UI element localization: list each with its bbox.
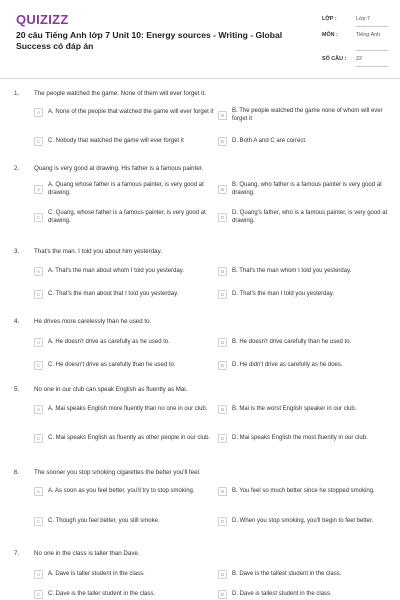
option-letter-box: D [218,590,227,599]
option-text: B. That's the man whom I told you yesterday. [232,267,352,274]
option-b[interactable] [218,570,388,579]
question-number: 4. [14,318,20,325]
option-letter-box: B [218,405,227,414]
option-text: A. Mai speaks English more fluently than no one in our club. [48,405,208,412]
option-text: C. He doesn't drive as carefully than he used to. [48,361,176,368]
option-letter-box: A [34,405,43,414]
option-text: C. Quang, whose father is a famous painter, is very good at drawing. [48,210,206,224]
option-letter-box: A [34,487,43,496]
option-d[interactable] [218,361,388,370]
question-number: 7. [14,550,20,557]
option-letter-box: C [34,213,43,222]
option-a[interactable] [34,405,214,414]
option-a[interactable] [34,487,214,496]
meta-count-value: 22 [356,56,362,62]
question-text: No one in our club can speak English as fluently as Mai. [34,386,188,393]
option-letter-box: C [34,590,43,599]
option-text: D. When you stop smoking, you'll begin to feel better. [232,517,374,524]
option-letter-box: A [34,185,43,194]
option-c[interactable] [34,210,214,225]
option-a[interactable] [34,267,214,276]
question-number: 3. [14,248,20,255]
option-a[interactable] [34,108,214,117]
quizizz-logo: QUIZIZZ [16,12,69,27]
worksheet-header [0,0,400,78]
option-c[interactable] [34,517,214,526]
option-letter-box: B [218,338,227,347]
option-letter-box: C [34,434,43,443]
option-c[interactable] [34,590,214,599]
option-a[interactable] [34,570,214,579]
option-text: D. Both A and C are correct. [232,137,307,144]
option-b[interactable] [218,108,388,123]
option-letter-box: D [218,361,227,370]
option-letter-box: D [218,517,227,526]
option-letter-box: B [218,570,227,579]
option-text: A. None of the people that watched the game will ever forget it [48,108,214,115]
option-c[interactable] [34,290,214,299]
option-text: B. You feel so much better since he stopped smoking. [232,487,375,494]
option-c[interactable] [34,361,214,370]
option-letter-box: C [34,290,43,299]
option-text: B. Dave is the tallest student in the class. [232,570,342,577]
option-a[interactable] [34,338,214,347]
option-text: A. Quang whose father is a famous painter, is very good at drawing. [48,182,204,196]
option-b[interactable] [218,182,388,197]
option-letter-box: A [34,338,43,347]
option-letter-box: B [218,267,227,276]
option-text: A. That's the man about whom I told you yesterday. [48,267,184,274]
option-letter-box: A [34,267,43,276]
question-number: 5. [14,386,20,393]
option-text: C. Nobody that watched the game will ever forget it [48,137,184,144]
option-a[interactable] [34,182,214,197]
option-text: C. Though you feel better, you still smoke. [48,517,160,524]
option-letter-box: A [34,108,43,117]
question-text: He drives more carelessly than he used to. [34,318,152,325]
option-text: D. Mai speaks English the most fluently in our club. [232,434,368,441]
option-d[interactable] [218,290,388,299]
option-letter-box: B [218,185,227,194]
option-letter-box: B [218,111,227,120]
meta-underline [355,66,389,67]
meta-subject-value: Tiếng Anh [356,32,381,38]
option-letter-box: D [218,434,227,443]
option-text: C. Mai speaks English as fluently as other people in our club. [48,434,211,441]
option-text: D. That's the man I told you yesterday. [232,290,334,297]
option-b[interactable] [218,267,388,276]
question-text: No one in the class is taller than Dave. [34,550,140,557]
question-number: 6. [14,469,20,476]
option-letter-box: D [218,213,227,222]
question-text: The sooner you stop smoking cigarettes the better you'll feel. [34,469,201,476]
option-c[interactable] [34,434,214,443]
option-text: D. Dave is tallest student in the class. [232,590,332,597]
meta-subject-label: MÔN : [322,32,338,38]
header-divider [0,78,400,79]
question-number: 2. [14,165,20,172]
meta-grade-value: Lớp 7 [356,16,371,22]
option-text: B. Quang, who father is a famous painter is very good at drawing. [232,182,382,196]
option-letter-box: C [34,361,43,370]
option-letter-box: B [218,487,227,496]
option-d[interactable] [218,434,388,443]
option-d[interactable] [218,210,388,225]
option-text: D. He didn't drive as carefully as he does. [232,361,343,368]
option-d[interactable] [218,137,388,146]
option-d[interactable] [218,517,388,526]
option-text: A. Dave is taller student in the class. [48,570,145,577]
option-d[interactable] [218,590,388,599]
question-number: 1. [14,90,20,97]
question-text: That's the man. I told you about him yesterday. [34,248,162,255]
option-c[interactable] [34,137,214,146]
option-letter-box: A [34,570,43,579]
option-letter-box: D [218,290,227,299]
question-text: The people watched the game. None of them will ever forget it. [34,90,206,97]
option-letter-box: C [34,517,43,526]
option-text: B. Mai is the worst English speaker in our club. [232,405,357,412]
option-b[interactable] [218,405,388,414]
option-text: B. He doesn't drive carefully than he used to. [232,338,352,345]
option-letter-box: C [34,137,43,146]
option-text: A. As soon as you feel better, you'll try to stop smoking. [48,487,195,494]
worksheet-title: 20 câu Tiếng Anh lớp 7 Unit 10: Energy sources - Writing - Global Success có đáp án [16,30,283,51]
option-letter-box: D [218,137,227,146]
meta-count-label: SỐ CÂU : [322,56,347,62]
option-b[interactable] [218,487,388,496]
option-b[interactable] [218,338,388,347]
question-text: Quang is very good at drawing. His father is a famous painter. [34,165,204,172]
option-text: B. The people watched the game none of whom will ever forget it [232,108,383,122]
option-text: C. Dave is the taller student in the class. [48,590,156,597]
option-text: D. Quang's father, who is a famous painter, is very good at drawing. [232,210,388,224]
meta-grade-label: LỚP : [322,16,337,22]
option-text: A. He doesn't drive as carefully as he used to. [48,338,170,345]
meta-underline [355,50,389,51]
option-text: C. That's the man about that I told you yesterday. [48,290,179,297]
meta-underline [355,26,389,27]
